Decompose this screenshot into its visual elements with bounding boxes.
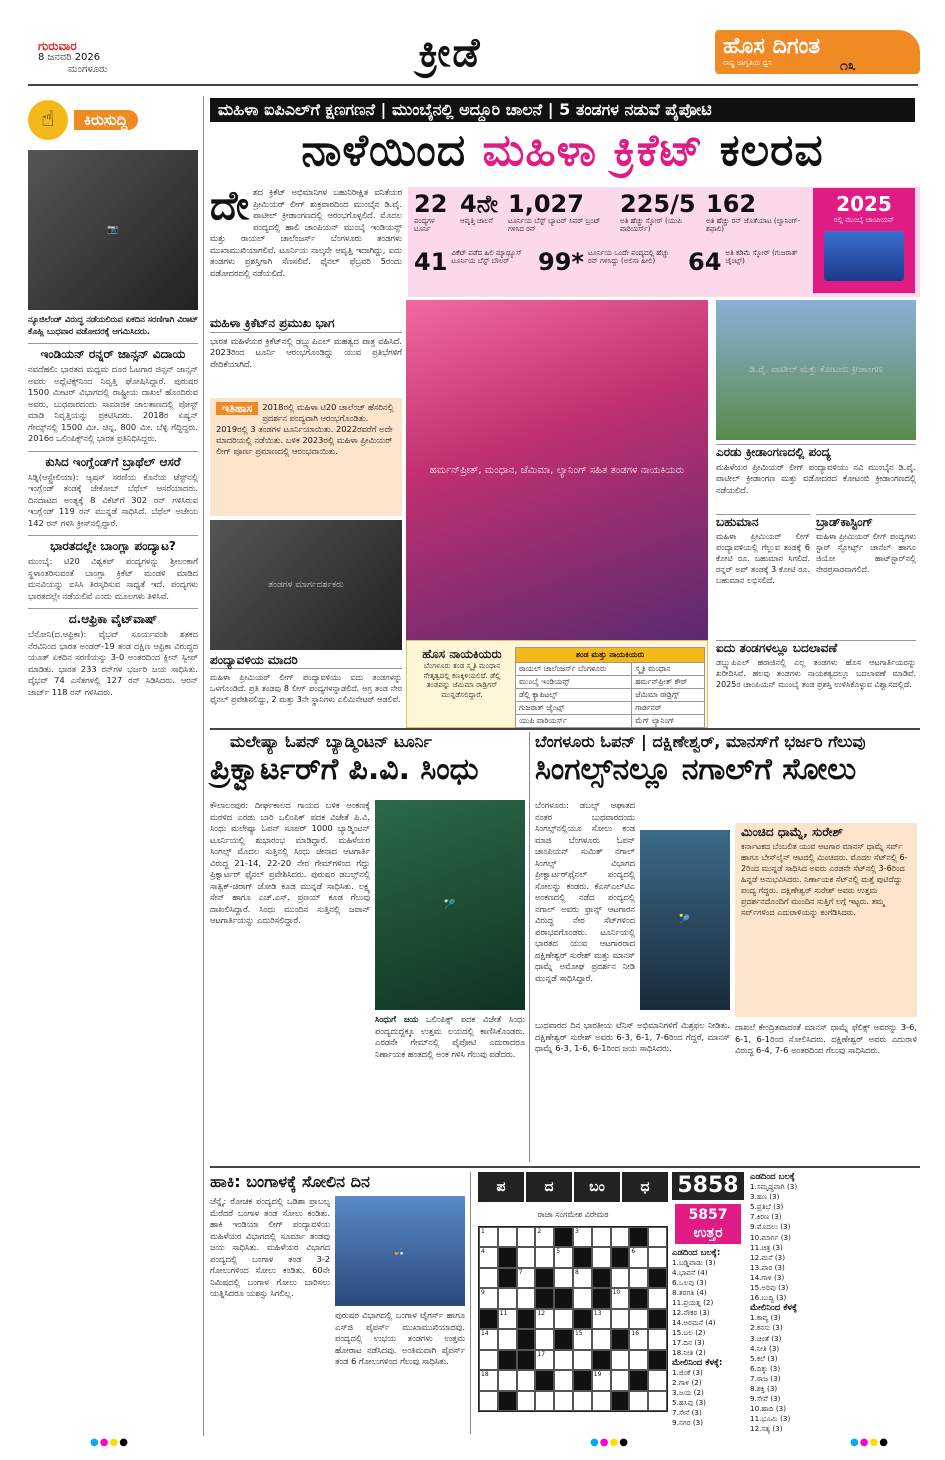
stadium-photo: ಡಿ.ವೈ. ಪಾಟೀಲ್ ಮತ್ತು ಕೋಟಂಬಿ ಕ್ರೀಡಾಂಗಣ: [716, 300, 916, 440]
crossword-grid[interactable]: 1 2 3 4 5 6 7 8 9 10 11 12 13 14 15 16 17 18 19: [478, 1226, 668, 1412]
puzzle-number: 5858: [672, 1172, 744, 1200]
page-number: ೧೩: [840, 58, 856, 74]
table-row: ಮುಂಬೈ ಇಂಡಿಯನ್ಸ್ ಹರ್ಮನ್‌ಪ್ರೀತ್ ಕೌರ್: [516, 676, 705, 689]
brand-logo: ಹೊಸ ದಿಗಂತ ರಾಷ್ಟ್ರ ಜಾಗೃತಿಯ ಧ್ವನಿ: [715, 30, 920, 74]
kiru-column: [28, 96, 198, 1436]
sindhu-more: ಸಿಂಧುಗೆ ಜಯ ಒಲಿಂಪಿಕ್ಸ್ ಪದಕ ವಿಜೇತೆ ಸಿಂಧು ಪಂದ್ಯದುದ್ದಕ್ಕೂ ಉತ್ತಮ ಲಯದಲ್ಲಿ ಕಾಣಿಸಿಕೊಂಡರು. ಎರಡನೇ ಗೇಮ್‌ನಲ್ಲಿ ಪೈಪೋಟಿ ಎದುರಾದರೂ ನಿರ್ಣಾಯಕ ಹಂತದಲ್ಲಿ ಅಂಕ ಗಳಿಸಿ ಗೆಲುವು ಪಡೆದರು.: [375, 1014, 525, 1059]
registration-dots: ●●●●: [850, 1437, 889, 1448]
column-divider: [529, 732, 530, 1162]
format-section: ಪಂದ್ಯಾವಳಿಯ ಮಾದರಿ ಮಹಿಳಾ ಪ್ರೀಮಿಯರ್ ಲೀಗ್ ಪಂದ್ಯಾವಳಿಯು ಐದು ತಂಡಗಳನ್ನು ಒಳಗೊಂಡಿದೆ. ಪ್ರತಿ ತಂಡವು 8 ಲೀಗ್ ಪಂದ್ಯಗಳನ್ನಾಡಲಿದೆ. ಅಗ್ರ ತಂಡ ನೇರ ಫೈನಲ್ ಪ್ರವೇಶಿಸಲಿದ್ದು, 2 ಮತ್ತು 3ನೇ ಸ್ಥಾನಿಗಳು ಎಲಿಮಿನೇಟರ್ ಆಡಲಿವೆ.: [210, 653, 402, 704]
itihasa-box: ಇತಿಹಾಸ 2018ರಲ್ಲಿ ಮಹಿಳಾ ಟಿ20 ಚಾಲೆಂಜ್ ಹೆಸರಿನಲ್ಲಿ ಪ್ರದರ್ಶನ ಪಂದ್ಯವಾಗಿ ಆರಂಭಗೊಂಡಿತು. 2019ರಲ್ಲಿ 3 ತಂಡಗಳ ಟೂರ್ನಿಯಾಯಿತು. 2022ರವರೆಗೆ ಅದೇ ಮಾದರಿಯಲ್ಲಿ ನಡೆಯಿತು. ಬಳಿಕ 2023ರಲ್ಲಿ ಮಹಿಳಾ ಪ್ರೀಮಿಯರ್ ಲೀಗ್ ಪೂರ್ಣ ಪ್ರಮಾಣದಲ್ಲಿ ಆರಂಭವಾಯಿತು.: [210, 398, 402, 516]
section-title: ಕ್ರೀಡೆ: [418, 30, 482, 76]
nagal-photo: 🎾: [640, 830, 730, 1010]
story-body: ಸಿಡ್ನಿ(ಆಸ್ಟ್ರೇಲಿಯಾ): ಆ್ಯಷಸ್ ಸರಣಿಯ ಕೊನೆಯ ಟೆಸ್ಟ್‌ನಲ್ಲಿ ಇಂಗ್ಲೆಂಡ್ ತಂಡಕ್ಕೆ ಜೇಕೋಬ್ ಬೆಥೆಲ್ ಆಸರೆಯಾದರು. ದಿನದಾಟದ ಅಂತ್ಯಕ್ಕೆ 8 ವಿಕೆಟ್‌ಗೆ 302 ರನ್ ಗಳಿಸಿರುವ ಇಂಗ್ಲೆಂಡ್ 119 ರನ್ ಮುನ್ನಡೆ ಸಾಧಿಸಿದೆ. ಬೆಥೆಲ್ ಅಜೇಯ 142 ರನ್ ಗಳಿಸಿ ಕ್ರೀಸ್‌ನಲ್ಲಿದ್ದಾರೆ.: [28, 471, 198, 528]
nagal-extra: ದಾಖಲೆ ಕೇಂದ್ರಿತವಾದಂತೆ ಮಾನಸ್ ಧಾಮ್ನೆ ಫೆಲಿಕ್ಸ್ ಅವರನ್ನು 3-6, 6-1, 6-1ರಿಂದ ಸೋಲಿಸಿದರು. ದಕ್ಷಿಣೇಶ್ವರ್ ಅವರು ಎದುರಾಳಿ ವಿರುದ್ಧ 6-4, 7-6 ಅಂತರದಿಂದ ಗೆಲುವು ಸಾಧಿಸಿದರು.: [735, 1022, 917, 1055]
dhamme-box: ಮಿಂಚಿದ ಧಾಮ್ನೆ, ಸುರೇಶ್ ಕರ್ನಾಟಕದ ಬೆಂಬಲಿತ ಯುವ ಆಟಗಾರ ಮಾನಸ್ ಧಾಮ್ನೆ ಸರ್ವ್ ಹಾಗೂ ಬೇಸ್‌ಲೈನ್ ಆಟದಲ್ಲಿ ಮಿಂಚಿದರು. ಮೊದಲ ಸೆಟ್‌ನಲ್ಲಿ 6-2ರಿಂದ ಮುನ್ನಡೆ ಸಾಧಿಸಿದ ಅವರು ಎರಡನೇ ಸೆಟ್‌ನಲ್ಲಿ 3-6ರಿಂದ ಹಿನ್ನಡೆ ಅನುಭವಿಸಿದರು. ನಿರ್ಣಾಯಕ ಸೆಟ್‌ನಲ್ಲಿ ಮತ್ತೆ ಪುಟಿದೆದ್ದು ಪಂದ್ಯ ಗೆದ್ದರು. ದಕ್ಷಿಣೇಶ್ವರ್ ಸುರೇಶ್ ಅವರು ಉತ್ತಮ ಪ್ರದರ್ಶನದೊಂದಿಗೆ ಮುಂದಿನ ಸುತ್ತಿಗೆ ಲಗ್ಗೆ ಇಟ್ಟರು. ತಮ್ಮ ಸರ್ವ್‌ಗಳಿಂದ ಎದುರಾಳಿಯನ್ನು ಕಂಗೆಡಿಸಿದರು.: [735, 823, 917, 1017]
story-body: ನವದೆಹಲಿ: ಭಾರತದ ಮಧ್ಯಮ ದೂರ ಓಟಗಾರ ಜಿನ್ಸನ್ ಜಾನ್ಸನ್ ಅವರು ಅಥ್ಲೆಟಿಕ್ಸ್‌ನಿಂದ ನಿವೃತ್ತಿ ಘೋಷಿಸಿದ್ದಾರೆ. ಪುರುಷರ 1500 ಮೀಟರ್ ವಿಭಾಗದಲ್ಲಿ ರಾಷ್ಟ್ರೀಯ ದಾಖಲೆ ಹೊಂದಿರುವ ಅವರು, ಬುಧವಾರದಂದು ಸಾಮಾಜಿಕ ಜಾಲತಾಣದಲ್ಲಿ ಪೋಸ್ಟ್ ಮಾಡಿ ನಿವೃತ್ತಿಯನ್ನು ಪ್ರಕಟಿಸಿದರು. 2018ರ ಏಷ್ಯನ್ ಗೇಮ್ಸ್‌ನಲ್ಲಿ 1500 ಮೀ. ಚಿನ್ನ, 800 ಮೀ. ಬೆಳ್ಳಿ ಗೆದ್ದಿದ್ದರು. 2016ರ ಒಲಿಂಪಿಕ್ಸ್‌ನಲ್ಲಿ ಭಾರತ ಪ್ರತಿನಿಧಿಸಿದ್ದರು.: [28, 364, 198, 443]
changes-section: ಐದು ತಂಡಗಳಲ್ಲೂ ಬದಲಾವಣೆ ಡಬ್ಲ್ಯುಪಿಎಲ್ ಹರಾಜಿನಲ್ಲಿ ಎಲ್ಲ ತಂಡಗಳು ಹೊಸ ಆಟಗಾರ್ತಿಯರನ್ನು ಖರೀದಿಸಿವೆ. ಹಲವು ತಂಡಗಳು ನಾಯಕತ್ವದಲ್ಲೂ ಬದಲಾವಣೆ ಮಾಡಿವೆ. 2025ರ ಚಾಂಪಿಯನ್ ಮುಂಬೈ ತಂಡ ಪ್ರಶಸ್ತಿ ಉಳಿಸಿಕೊಳ್ಳುವ ವಿಶ್ವಾಸದಲ್ಲಿದೆ.: [716, 641, 916, 689]
stadium-section: ಎರಡು ಕ್ರೀಡಾಂಗಣದಲ್ಲಿ ಪಂದ್ಯ ಮಹಿಳೆಯರ ಪ್ರೀಮಿಯರ್ ಲೀಗ್ ಪಂದ್ಯಾವಳಿಯು ನವಿ ಮುಂಬೈನ ಡಿ.ವೈ. ಪಾಟೀಲ್ ಕ್ರೀಡಾಂಗಣ ಮತ್ತು ವಡೋದರದ ಕೋಟಂಬಿ ಕ್ರೀಡಾಂಗಣದಲ್ಲಿ ನಡೆಯಲಿದೆ.: [716, 445, 916, 495]
hockey-more: ಪುರುಷರ ವಿಭಾಗದಲ್ಲಿ ಬಂಗಾಳ ಟೈಗರ್ಸ್ ಹಾಗೂ ಎಸ್‌ಜಿ ಪೈಪರ್ಸ್ ಮುಖಾಮುಖಿಯಾದವು. ಪಂದ್ಯದಲ್ಲಿ ಉಭಯ ತಂಡಗಳು ಉತ್ತಮ ಹೋರಾಟ ನಡೆಸಿದವು. ಅಂತಿಮವಾಗಿ ಪೈಪರ್ಸ್ ತಂಡ 6 ಗೋಲುಗಳಿಂದ ಗೆಲುವು ಸಾಧಿಸಿತು.: [335, 1310, 465, 1366]
thumbs-up-icon: ☝: [28, 100, 68, 140]
kohli-photo: 📷: [28, 150, 198, 310]
hockey-body: ಚೆನ್ನೈ: ರೋಚಕ ಪಂದ್ಯದಲ್ಲಿ ಒಡಿಶಾ ಪ್ರಾಬಲ್ಯ ಮೆರೆದರೆ ಬಂಗಾಳ ತಂಡ ಸೋಲು ಕಂಡಿತು. ಹಾಕಿ ಇಂಡಿಯಾ ಲೀಗ್ ಪಂದ್ಯಾವಳಿಯ ಮಹಿಳೆಯರ ವಿಭಾಗದಲ್ಲಿ ಸೂರ್ಮಾ ತಂಡವು ಜಯ ಸಾಧಿಸಿತು. ಮಹಿಳೆಯರ ವಿಭಾಗದ ಪಂದ್ಯದಲ್ಲಿ ಬಂಗಾಳ ತಂಡ 3-2 ಗೋಲುಗಳಿಂದ ಸೋಲು ಕಂಡಿತು. 60ನೇ ನಿಮಿಷದಲ್ಲಿ ಬಂಗಾಳ ಗೋಲು ಬಾರಿಸಲು ಯತ್ನಿಸಿದರೂ ಯಶಸ್ಸು ಸಿಗಲಿಲ್ಲ.: [210, 1196, 330, 1298]
nagal-headline: ಸಿಂಗಲ್ಸ್‌ನಲ್ಲೂ ನಗಾಲ್‌ಗೆ ಸೋಲು: [535, 752, 857, 787]
stats-panel: 22 ಪಂದ್ಯಗಳ ಟೂರ್ನಿ 4ನೇ ಆವೃತ್ತಿ ಚಾಲನೆ 1,027 ಟೂರ್ನಿಯ ಬೆಸ್ಟ್ ಬ್ಯಾಟರ್ ಸಿವರ್ ಬ್ರಂಟ್ ಗಳಿಸಿದ ರನ್ 225/5 ಅತಿ ಹೆಚ್ಚು ಸ್ಕೋರ್ (ಯುಪಿ ವಾರಿಯರ್ಸ್) 162 ಅತಿ ಹೆಚ್ಚು ರನ್ ಜೊತೆಯಾಟ (ಲ್ಯಾನಿಂಗ್-ಶಫಾಲಿ) 41 ವಿಕೆಟ್ ಪಡೆದ ಹಿಲಿ ಮ್ಯಾಥ್ಯೂಸ್ ಟೂರ್ನಿಯ ಬೆಸ್ಟ್ ಬೌಲರ್ 99* ಟೂರ್ನಿಯ ಒಂದೇ ಪಂದ್ಯದಲ್ಲಿ ಹೆಚ್ಚು ರನ್ ಗಳಿಸಿದ್ದು (ಅಲಿಸಾ ಹೀಲಿ) 64 ಅತಿ ಕಡಿಮೆ ಸ್ಕೋರ್ (ಗುಜರಾತ್ ಜೈಂಟ್ಸ್): [408, 187, 920, 297]
header-date: ಗುರುವಾರ 8 ಜನವರಿ 2026 ಮಂಗಳೂರು: [38, 39, 108, 75]
hockey-headline: ಹಾಕಿ: ಬಂಗಾಳಕ್ಕೆ ಸೋಲಿನ ದಿನ: [210, 1172, 370, 1191]
story-title: ದ.ಆಫ್ರಿಕಾ ವೈಟ್‌ವಾಷ್: [28, 608, 198, 625]
story-title: ಕುಸಿದ ಇಂಗ್ಲೆಂಡ್‌ಗೆ ಬ್ರಾಥೆಲ್ ಆಸರೆ: [28, 451, 198, 468]
story-title: ಇಂಡಿಯನ್ ರನ್ನರ್ ಜಾನ್ಸನ್ ವಿದಾಯ: [28, 343, 198, 360]
broadcast-section: ಬ್ರಾಡ್‌ಕಾಸ್ಟಿಂಗ್ ಮಹಿಳಾ ಪ್ರೀಮಿಯರ್ ಲೀಗ್ ಪಂದ್ಯಗಳು ಸ್ಟಾರ್ ಸ್ಪೋರ್ಟ್ಸ್ ಚಾನೆಲ್ ಹಾಗೂ ಜಿಯೋ ಹಾಟ್‌ಸ್ಟಾರ್‌ನಲ್ಲಿ ನೇರಪ್ರಸಾರವಾಗಲಿದೆ.: [816, 515, 916, 574]
story-body: ಬೆನೋನಿ(ದ.ಆಫ್ರಿಕಾ): ವೈಭವ್ ಸೂರ್ಯವಂಶಿ ಶತಕದ ನೆರವಿನಿಂದ ಭಾರತ ಅಂಡರ್-19 ತಂಡ ದಕ್ಷಿಣ ಆಫ್ರಿಕಾ ವಿರುದ್ಧದ ಯೂತ್ ಏಕದಿನ ಸರಣಿಯನ್ನು 3-0 ಅಂತರದಿಂದ ಕ್ಲೀನ್ ಸ್ವೀಪ್ ಮಾಡಿತು. ಭಾರತ 233 ರನ್‌ಗಳ ಭರ್ಜರಿ ಜಯ ಸಾಧಿಸಿತು. ವೈಭವ್ 74 ಎಸೆತಗಳಲ್ಲಿ 127 ರನ್ ಸಿಡಿಸಿದರು. ಆರನ್ ಜಾರ್ಜ್ 118 ರನ್ ಗಳಿಸಿದರು.: [28, 629, 198, 697]
column-divider: [470, 1172, 471, 1434]
table-row: ಯುಪಿ ವಾರಿಯರ್ಸ್ ಮೆಗ್ ಲ್ಯಾನಿಂಗ್: [516, 715, 705, 728]
answers-list: ಎಡದಿಂದ ಬಲಕ್ಕೆ 1.ಸಮೃದ್ಧವಾಗಿ (3) 3.ಹಣ (3) 5.ಪ್ರತಿಭೆ (3) 7.ಕಿರಣ (3) 9.ಮೊದಲು (3) 10.ಮಾರ್ಗ (3) 11.ಚಿತ್ರ (3) 12.ಮನೆ (3) 13.ಪಾಠ (3) 14.ಗಾಳಿ (3) 15.ಅರಿವು (3) 16.ಬುದ್ಧಿ (3) ಮೇಲಿನಿಂದ ಕೆಳಕ್ಕೆ 1.ಕಾವ್ಯ (3) 2.ಕನಸು (3) 3.ಚಿಂತೆ (3) 4.ನೀತಿ (3) 5.ಕಲೆ (3) 6.ದಿಕ್ಕು (3) 7.ರಾಜ (3) 8.ಶಕ್ತಿ (3) 9.ಸೇವೆ (3) 10.ಹಾದಿ (3) 11.ಭೂಮಿ (3) 12.ಸತ್ಯ (3): [750, 1172, 798, 1434]
nagal-more: ಬುಧವಾರದ ದಿನ ಭಾರತೀಯ ಟೆನಿಸ್ ಅಭಿಮಾನಿಗಳಿಗೆ ಮಿಶ್ರಫಲ ನೀಡಿತು. ದಕ್ಷಿಣೇಶ್ವರ್ ಸುರೇಶ್ ಅವರು 6-3, 6-1, 7-6ರಿಂದ ಗೆದ್ದರೆ, ಮಾನಸ್ ಧಾಮ್ನೆ 6-3, 1-6, 6-1ರಿಂದ ಜಯ ಸಾಧಿಸಿದರು.: [535, 1020, 730, 1053]
registration-dots: ●●●●: [590, 1437, 629, 1448]
table-row: ಗುಜರಾತ್ ಜೈಂಟ್ಸ್ ಗಾರ್ಡನರ್: [516, 702, 705, 715]
captains-table: ತಂಡ ಮತ್ತು ನಾಯಕಿಯರು ರಾಯಲ್ ಚಾಲೆಂಜರ್ಸ್ ಬೆಂಗಳೂರು ಸ್ಮೃತಿ ಮಂಧಾನ ಮುಂಬೈ ಇಂಡಿಯನ್ಸ್ ಹರ್ಮನ್‌ಪ್ರೀತ್ ಕೌರ್ ಡೆಲ್ಲಿ ಕ್ಯಾಪಿಟಲ್ಸ್ ಜೆಮಿಮಾ ರಾಡ್ರಿಗ್ಸ್ ಗುಜರಾತ್ ಜೈಂಟ್ಸ್ ಗಾರ್ಡನರ್ ಯುಪಿ ವಾರಿಯರ್ಸ್ ಮೆಗ್ ಲ್ಯಾನಿಂಗ್: [515, 647, 705, 728]
padabandha-title: ಪ ದ ಬಂ ಧ: [478, 1172, 668, 1202]
sindhu-headline: ಪ್ರಿಕ್ವಾರ್ಟರ್‌ಗೆ ಪಿ.ವಿ. ಸಿಂಧು: [210, 752, 479, 787]
column-divider: [203, 96, 204, 1436]
table-row: ಡೆಲ್ಲಿ ಕ್ಯಾಪಿಟಲ್ಸ್ ಜೆಮಿಮಾ ರಾಡ್ರಿಗ್ಸ್: [516, 689, 705, 702]
champion-badge: 2025 ರಲ್ಲಿ ಮುಂಬೈ ಚಾಂಪಿಯನ್: [813, 188, 915, 293]
table-row: ರಾಯಲ್ ಚಾಲೆಂಜರ್ಸ್ ಬೆಂಗಳೂರು ಸ್ಮೃತಿ ಮಂಧಾನ: [516, 663, 705, 676]
sindhu-body: ಕೌಲಾಲಂಪುರ: ದೀರ್ಘಕಾಲದ ಗಾಯದ ಬಳಿಕ ಅಂಕಣಕ್ಕೆ ಮರಳಿದ ಎರಡು ಬಾರಿ ಒಲಿಂಪಿಕ್ ಪದಕ ವಿಜೇತೆ ಪಿ.ವಿ. ಸಿಂಧು ಮಲೇಷ್ಯಾ ಓಪನ್ ಸೂಪರ್ 1000 ಬ್ಯಾಡ್ಮಿಂಟನ್ ಟೂರ್ನಿಯಲ್ಲಿ ಶುಭಾರಂಭ ಮಾಡಿದ್ದಾರೆ. ಮಹಿಳೆಯರ ಸಿಂಗಲ್ಸ್ ಮೊದಲ ಸುತ್ತಿನಲ್ಲಿ ಸಿಂಧು ಚೀನಾದ ಆಟಗಾರ್ತಿ ವಿರುದ್ಧ 21-14, 22-20 ನೇರ ಗೇಮ್‌ಗಳಿಂದ ಗೆದ್ದು ಪ್ರಿಕ್ವಾರ್ಟರ್ ಫೈನಲ್ ಪ್ರವೇಶಿಸಿದರು. ಪುರುಷರ ಡಬಲ್ಸ್‌ನಲ್ಲಿ ಸಾತ್ವಿಕ್-ಚಿರಾಗ್ ಜೋಡಿ ಕೂಡ ಮುನ್ನಡೆ ಸಾಧಿಸಿತು. ಲಕ್ಷ್ಯ ಸೇನ್ ಹಾಗೂ ಎಚ್.ಎಸ್. ಪ್ರಣಯ್ ಕೂಡ ಗೆಲುವು ದಾಖಲಿಸಿದ್ದಾರೆ. ಸಿಂಧು ಮುಂದಿನ ಸುತ್ತಿನಲ್ಲಿ ಜಪಾನ್ ಆಟಗಾರ್ತಿಯನ್ನು ಎದುರಿಸಲಿದ್ದಾರೆ.: [210, 800, 370, 925]
puzzle-author: ರಾಜಾ ಸಂಗಮೇಶ ವಿರೇಮಠ: [537, 1210, 609, 1219]
story-body: ಮುಂಬೈ: ಟಿ20 ವಿಶ್ವಕಪ್ ಪಂದ್ಯಗಳನ್ನು ಶ್ರೀಲಂಕಾಗೆ ಸ್ಥಳಾಂತರಿಸುವಂತೆ ಬಾಂಗ್ಲಾ ಕ್ರಿಕೆಟ್ ಮಂಡಳಿ ಮಾಡಿದ ಮನವಿಯನ್ನು ಐಸಿಸಿ ತಿರಸ್ಕರಿಸುವ ಸಾಧ್ಯತೆ ಇದೆ. ಪಂದ್ಯಗಳು ಭಾರತದಲ್ಲೇ ನಡೆಯಲಿವೆ ಎಂದು ಮೂಲಗಳು ತಿಳಿಸಿವೆ.: [28, 556, 198, 601]
section-rule: [210, 728, 920, 730]
wpl-intro: ದೇ ಶದ ಕ್ರಿಕೆಟ್ ಅಭಿಮಾನಿಗಳ ಬಹುನಿರೀಕ್ಷಿತ ವನಿತೆಯರ ಪ್ರೀಮಿಯರ್ ಲೀಗ್ ಶುಕ್ರವಾರದಿಂದ ಮುಂಬೈನ ಡಿ.ವೈ. ಪಾಟೀಲ್ ಕ್ರೀಡಾಂಗಣದಲ್ಲಿ ಆರಂಭಗೊಳ್ಳಲಿದೆ. ಮೊದಲ ಪಂದ್ಯದಲ್ಲಿ ಹಾಲಿ ಚಾಂಪಿಯನ್ ಮುಂಬೈ ಇಂಡಿಯನ್ಸ್ ಮತ್ತು ರಾಯಲ್ ಚಾಲೆಂಜರ್ಸ್ ಬೆಂಗಳೂರು ತಂಡಗಳು ಮುಖಾಮುಖಿಯಾಗಲಿವೆ. ಟೂರ್ನಿಯ ನಾಲ್ಕನೇ ಆವೃತ್ತಿ ಇದಾಗಿದ್ದು, ಐದು ತಂಡಗಳು ಪ್ರಶಸ್ತಿಗಾಗಿ ಸೆಣಸಲಿವೆ. ಫೈನಲ್ ಫೆಬ್ರವರಿ 5ರಂದು ವಡೋದರದಲ್ಲಿ ನಡೆಯಲಿದೆ.: [210, 183, 402, 278]
wpl-kicker: ಮಹಿಳಾ ಐಪಿಎಲ್‌ಗೆ ಕ್ಷಣಗಣನೆ | ಮುಂಬೈನಲ್ಲಿ ಅದ್ದೂರಿ ಚಾಲನೆ | 5 ತಂಡಗಳ ನಡುವೆ ಪೈಪೋಟಿ: [210, 98, 915, 122]
story-title: ಭಾರತದಲ್ಲೇ ಬಾಂಗ್ಲಾ ಪಂದ್ಯಾಟ?: [28, 535, 198, 552]
team-photo: [824, 231, 904, 281]
hockey-photo: 🏑: [335, 1196, 465, 1306]
parts-section: ಮಹಿಳಾ ಕ್ರಿಕೆಟ್‌ನ ಪ್ರಮುಖ ಭಾಗ ಭಾರತ ಮಹಿಳೆಯರ ಕ್ರಿಕೆಟ್‌ನಲ್ಲಿ ಡಬ್ಲ್ಯುಪಿಎಲ್ ಮಹತ್ವದ ಪಾತ್ರ ವಹಿಸಿದೆ. 2023ರಿಂದ ಟೂರ್ನಿ ಆರಂಭಗೊಂಡಿದ್ದು ಯುವ ಪ್ರತಿಭೆಗಳಿಗೆ ವೇದಿಕೆಯಾಗಿದೆ.: [210, 316, 402, 369]
photo-caption: ನ್ಯೂಜಿಲೆಂಡ್ ವಿರುದ್ಧ ನಡೆಯಲಿರುವ ಏಕದಿನ ಸರಣಿಗಾಗಿ ವಿರಾಟ್ ಕೊಹ್ಲಿ ಬುಧವಾರ ವಡೋದರಕ್ಕೆ ಆಗಮಿಸಿದರು.: [28, 314, 198, 336]
prize-section: ಬಹುಮಾನ ಮಹಿಳಾ ಪ್ರೀಮಿಯರ್ ಲೀಗ್ ಪಂದ್ಯಾವಳಿಯಲ್ಲಿ ಗೆಲ್ಲುವ ತಂಡಕ್ಕೆ 6 ಕೋಟಿ ರೂ. ಬಹುಮಾನ ಸಿಗಲಿದೆ. ರನ್ನರ್ ಅಪ್ ತಂಡಕ್ಕೆ 3 ಕೋಟಿ ರೂ. ಬಹುಮಾನ ಲಭಿಸಲಿದೆ.: [716, 515, 810, 585]
players-photo: ಹರ್ಮನ್‌ಪ್ರೀತ್, ಮಂಧಾನ, ಜೆಮಿಮಾ, ಲ್ಯಾನಿಂಗ್ ಸಹಿತ ತಂಡಗಳ ನಾಯಕಿಯರು: [406, 300, 708, 640]
clues-list: ಎಡದಿಂದ ಬಲಕ್ಕೆ: 1.ಬಡ್ಡಿವಾಡು (3) 4.ಭಾವನೆ (4) 6.ಒಲವು (3) 8.ತರಗತಿ (4) 11.ಪ್ರಯತ್ನ (2) 12.ನೌಕರ (3) 14.ಅರಮನೆ (4) 15.ಬಲ (2) 17.ದಿನ (3) 18.ನೀತಿ (2) ಮೇಲಿನಿಂದ ಕೆಳಕ್ಕೆ: 1.ಜಿಂಕೆ (3) 2.ಗಾಳಿ (2) 3.ಜಯ (2) 5.ಹಸಿವು (3) 7.ಸೇನೆ (3) 9.ನಗರ (3): [672, 1248, 723, 1427]
prev-puzzle-number: 5857 ಉತ್ತರ: [675, 1204, 741, 1244]
sindhu-photo: 🏸: [375, 800, 525, 1010]
wpl-headline: ನಾಳೆಯಿಂದ ಮಹಿಳಾ ಕ್ರಿಕೆಟ್ ಕಲರವ: [301, 125, 824, 176]
nagal-kicker: ಬೆಂಗಳೂರು ಓಪನ್ | ದಕ್ಷಿಣೇಶ್ವರ್, ಮಾನಸ್‌ಗೆ ಭರ್ಜರಿ ಗೆಲುವು: [535, 732, 866, 751]
nagal-body: ಬೆಂಗಳೂರು: ಡಬಲ್ಸ್ ಆಘಾತದ ನಂತರ ಬುಧವಾರದಂದು ಸಿಂಗಲ್ಸ್‌ನಲ್ಲಿಯೂ ಸೋಲು ಕಂಡ ಮಾಜಿ ಬೆಂಗಳೂರು ಓಪನ್ ಚಾಂಪಿಯನ್ ಸುಮಿತ್ ನಗಾಲ್ ಸಿಂಗಲ್ಸ್ ವಿಭಾಗದ ಪ್ರೀಕ್ವಾರ್ಟರ್‌ಫೈನಲ್ ಪಂದ್ಯದಲ್ಲಿ ಸೋಲನ್ನು ಕಂಡರು. ಕೆಎಸ್‌ಎಲ್‌ಟಿಎ ಅಂಕಣದಲ್ಲಿ ನಡೆದ ಪಂದ್ಯದಲ್ಲಿ ನಗಾಲ್ ಅವರು ಫ್ರಾನ್ಸ್ ಆಟಗಾರನ ವಿರುದ್ಧ ನೇರ ಸೆಟ್‌ಗಳಿಂದ ಪರಾಭವಗೊಂಡರು. ಟೂರ್ನಿಯಲ್ಲಿ ಭಾರತದ ಯುವ ಆಟಗಾರರಾದ ದಕ್ಷಿಣೇಶ್ವರ್ ಸುರೇಶ್ ಮತ್ತು ಮಾನಸ್ ಧಾಮ್ನೆ ಅಮೋಘ ಪ್ರದರ್ಶನ ನೀಡಿ ಮುನ್ನಡೆ ಸಾಧಿಸಿದ್ದಾರೆ.: [535, 800, 635, 983]
registration-dots: ●●●●: [90, 1437, 129, 1448]
header-rule: [28, 84, 918, 86]
sindhu-kicker: ಮಲೇಷ್ಯಾ ಓಪನ್ ಬ್ಯಾಡ್ಮಿಂಟನ್ ಟೂರ್ನಿ: [230, 732, 432, 751]
kiru-banner: ☝ ಕಿರುಸುದ್ದಿ: [28, 96, 198, 144]
captains-box: ಹೊಸ ನಾಯಕಿಯರು ಬೆಂಗಳೂರು ತಂಡ ಸ್ಮೃತಿ ಮಂಧಾನ ನೇತೃತ್ವದಲ್ಲಿ ಕಣಕ್ಕಿಳಿಯಲಿದೆ. ಡೆಲ್ಲಿ ತಂಡವನ್ನು ಜೆಮಿಮಾ ರಾಡ್ರಿಗಸ್ ಮುನ್ನಡೆಸಲಿದ್ದಾರೆ. ತಂಡ ಮತ್ತು ನಾಯಕಿಯರು ರಾಯಲ್ ಚಾಲೆಂಜರ್ಸ್ ಬೆಂಗಳೂರು ಸ್ಮೃತಿ ಮಂಧಾನ ಮುಂಬೈ ಇಂಡಿಯನ್ಸ್ ಹರ್ಮನ್‌ಪ್ರೀತ್ ಕೌರ್ ಡೆಲ್ಲಿ ಕ್ಯಾಪಿಟಲ್ಸ್ ಜೆಮಿಮಾ ರಾಡ್ರಿಗ್ಸ್ ಗುಜರಾತ್ ಜೈಂಟ್ಸ್ ಗಾರ್ಡನರ್ ಯುಪಿ ವಾರಿಯರ್ಸ್ ಮೆಗ್ ಲ್ಯಾನಿಂಗ್: [406, 640, 708, 728]
mentors-photo: ತಂಡಗಳ ಮಾರ್ಗದರ್ಶಕರು: [210, 520, 402, 650]
section-rule: [210, 1166, 920, 1168]
